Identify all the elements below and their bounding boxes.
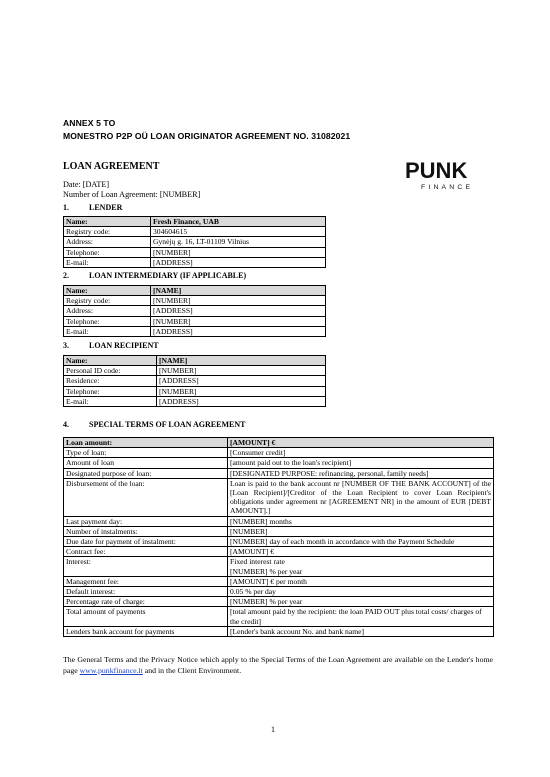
- table-row: [64, 557, 494, 576]
- row-value: Loan is paid to the bank account nr [NUMBER OF THE BANK ACCOUNT] of the [Loan Recipient]/[Creditor of the Loan Recipient to cover Loan Recipient's obligations under agreement nr [AGREEMENT NR] in the amount of EUR [DEBT AMOUNT].]: [228, 478, 494, 516]
- row-value: [NUMBER]: [228, 526, 494, 536]
- row-label: Name:: [64, 217, 151, 227]
- row-value: [Lender's bank account No. and bank name]: [228, 626, 494, 636]
- table-row: [64, 448, 494, 458]
- section-title: LOAN RECIPIENT: [89, 341, 159, 350]
- section-number: 1.: [63, 203, 69, 212]
- row-value: 304604615: [151, 227, 326, 237]
- section-number: 2.: [63, 271, 69, 280]
- row-label: Telephone:: [64, 316, 151, 326]
- table-row: [64, 597, 494, 607]
- row-value: [Consumer credit]: [228, 448, 494, 458]
- row-value: [NUMBER]: [157, 386, 326, 396]
- row-value: [NUMBER]: [151, 247, 326, 257]
- row-label: Address:: [64, 237, 151, 247]
- row-value: Gynėjų g. 16, LT-01109 Vilnius: [151, 237, 326, 247]
- table-row: [64, 257, 326, 267]
- row-label: Lenders bank account for payments: [64, 626, 228, 636]
- row-label: Telephone:: [64, 247, 151, 257]
- table-row: [64, 526, 494, 536]
- section-special-terms-heading: [63, 420, 245, 429]
- logo-subtitle: FINANCE: [421, 184, 474, 191]
- document-title: LOAN AGREEMENT: [63, 161, 160, 172]
- table-row: [64, 376, 326, 386]
- row-label: Telephone:: [64, 386, 157, 396]
- row-value: [NUMBER]: [151, 316, 326, 326]
- agreement-reference: MONESTRO P2P OÜ LOAN ORIGINATOR AGREEMENT NO. 31082021: [63, 131, 351, 141]
- table-row: [64, 458, 494, 468]
- row-label: Percentage rate of charge:: [64, 597, 228, 607]
- row-value: [NUMBER]: [151, 296, 326, 306]
- row-value: [AMOUNT] €: [228, 547, 494, 557]
- row-label: Designated purpose of loan:: [64, 468, 228, 478]
- row-value: [DESIGNATED PURPOSE: refinancing, personal, family needs]: [228, 468, 494, 478]
- row-value: [NUMBER] day of each month in accordance with the Payment Schedule: [228, 537, 494, 547]
- row-label: E-mail:: [64, 257, 151, 267]
- row-label: Name:: [64, 286, 151, 296]
- row-label: E-mail:: [64, 396, 157, 406]
- table-row: [64, 356, 326, 366]
- date-line: Date: [DATE]: [63, 180, 110, 189]
- row-value: 0.05 % per day: [228, 587, 494, 597]
- table-row: [64, 326, 326, 336]
- row-label: Registry code:: [64, 227, 151, 237]
- row-label: Loan amount:: [64, 438, 228, 448]
- row-label: Last payment day:: [64, 516, 228, 526]
- section-recipient-heading: [63, 341, 159, 350]
- note-text-end: and in the Client Environment.: [142, 666, 242, 675]
- general-terms-note: [63, 654, 493, 676]
- agreement-number-line: Number of Loan Agreement: [NUMBER]: [63, 190, 201, 199]
- row-value: [ADDRESS]: [151, 306, 326, 316]
- row-value: [NUMBER] % per year: [228, 597, 494, 607]
- annex-line: ANNEX 5 TO: [63, 118, 116, 128]
- row-label: Interest:: [64, 557, 228, 576]
- row-label: Name:: [64, 356, 157, 366]
- punk-finance-logo: [405, 160, 480, 200]
- row-value: Fresh Finance, UAB: [151, 217, 326, 227]
- table-row: [64, 478, 494, 516]
- table-row: [64, 366, 326, 376]
- section-title: SPECIAL TERMS OF LOAN AGREEMENT: [89, 420, 246, 429]
- section-number: 4.: [63, 420, 69, 429]
- table-row: [64, 316, 326, 326]
- section-lender-heading: [63, 203, 122, 212]
- homepage-link[interactable]: www.punkfinance.lt: [79, 666, 143, 675]
- intermediary-table: [63, 285, 326, 337]
- row-label: Total amount of payments: [64, 607, 228, 626]
- section-number: 3.: [63, 341, 69, 350]
- logo-word: PUNK: [405, 158, 468, 183]
- table-row: [64, 607, 494, 626]
- table-row: [64, 386, 326, 396]
- row-value: [ADDRESS]: [157, 396, 326, 406]
- table-row: [64, 237, 326, 247]
- row-label: Registry code:: [64, 296, 151, 306]
- table-row: [64, 468, 494, 478]
- row-label: Personal ID code:: [64, 366, 157, 376]
- table-row: [64, 438, 494, 448]
- page-number: 1: [271, 725, 275, 734]
- row-value: [NUMBER]: [157, 366, 326, 376]
- table-row: [64, 547, 494, 557]
- row-value: [ADDRESS]: [157, 376, 326, 386]
- table-row: [64, 626, 494, 636]
- table-row: [64, 516, 494, 526]
- row-value: Fixed interest rate [NUMBER] % per year: [228, 557, 494, 576]
- table-row: [64, 537, 494, 547]
- row-value: [AMOUNT] € per month: [228, 576, 494, 586]
- section-intermediary-heading: [63, 271, 246, 280]
- row-value: [NUMBER] months: [228, 516, 494, 526]
- note-text: The General Terms and the Privacy Notice which apply to the Special Terms of the Loan Agreement are available on the Lender's home page: [63, 655, 493, 675]
- table-row: [64, 587, 494, 597]
- row-label: Management fee:: [64, 576, 228, 586]
- table-row: [64, 217, 326, 227]
- section-title: LOAN INTERMEDIARY (IF APPLICABLE): [89, 271, 247, 280]
- row-label: Contract fee:: [64, 547, 228, 557]
- table-row: [64, 576, 494, 586]
- row-label: Disbursement of the loan:: [64, 478, 228, 516]
- row-value: [ADDRESS]: [151, 257, 326, 267]
- row-label: Due date for payment of instalment:: [64, 537, 228, 547]
- row-label: Amount of loan: [64, 458, 228, 468]
- table-row: [64, 286, 326, 296]
- row-label: Residence:: [64, 376, 157, 386]
- row-label: Address:: [64, 306, 151, 316]
- lender-table: [63, 216, 326, 268]
- table-row: [64, 227, 326, 237]
- table-row: [64, 396, 326, 406]
- row-value: [AMOUNT] €: [228, 438, 494, 448]
- row-value: [total amount paid by the recipient: the loan PAID OUT plus total costs/ charges of the credit]: [228, 607, 494, 626]
- table-row: [64, 306, 326, 316]
- special-terms-table: [63, 437, 494, 637]
- row-label: Number of instalments:: [64, 526, 228, 536]
- row-value: [ADDRESS]: [151, 326, 326, 336]
- table-row: [64, 247, 326, 257]
- recipient-table: [63, 355, 326, 407]
- row-value: [NAME]: [151, 286, 326, 296]
- row-value: [amount paid out to the loan's recipient]: [228, 458, 494, 468]
- row-label: Type of loan:: [64, 448, 228, 458]
- section-title: LENDER: [89, 203, 123, 212]
- row-value: [NAME]: [157, 356, 326, 366]
- row-label: E-mail:: [64, 326, 151, 336]
- row-label: Default interest:: [64, 587, 228, 597]
- table-row: [64, 296, 326, 306]
